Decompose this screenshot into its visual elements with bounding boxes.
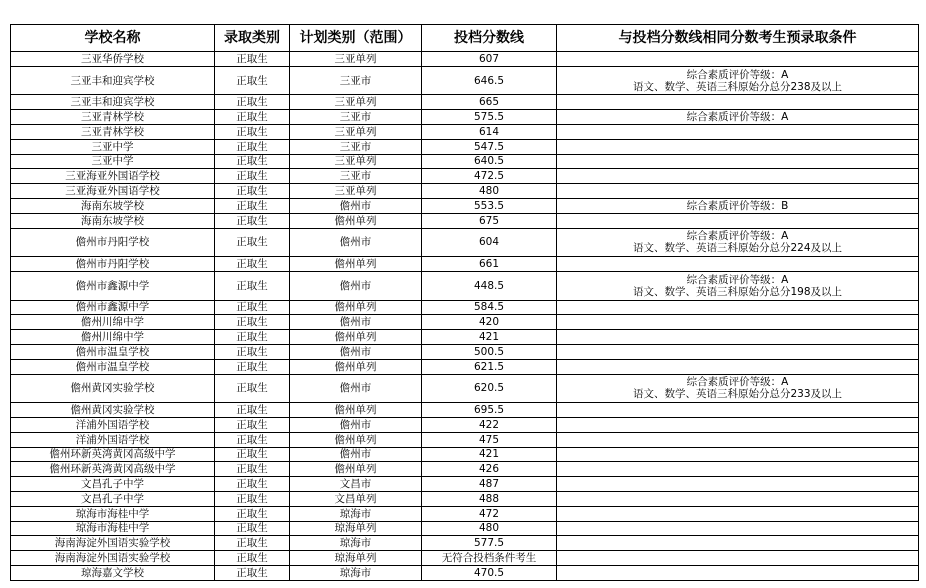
header-row	[11, 25, 919, 52]
cell-conditions	[557, 551, 919, 566]
table-body	[11, 52, 919, 581]
table-row	[11, 66, 919, 95]
cell-plan-category: 儋州市	[290, 374, 422, 403]
table-row	[11, 154, 919, 169]
cell-conditions	[557, 491, 919, 506]
cell-conditions	[557, 536, 919, 551]
cell-plan-category: 儋州单列	[290, 359, 422, 374]
cell-admission-category: 正取生	[215, 536, 290, 551]
cell-school-name: 儋州市丹阳学校	[11, 228, 215, 257]
cell-score-line: 480	[422, 184, 557, 199]
table-row	[11, 565, 919, 580]
cell-plan-category: 三亚单列	[290, 52, 422, 67]
cell-conditions	[557, 506, 919, 521]
cell-plan-category: 三亚单列	[290, 154, 422, 169]
header-conditions: 与投档分数线相同分数考生预录取条件	[557, 25, 919, 52]
cell-score-line: 604	[422, 228, 557, 257]
cell-score-line: 640.5	[422, 154, 557, 169]
cell-school-name: 儋州川绵中学	[11, 315, 215, 330]
condition-line: 语文、数学、英语三科原始分总分233及以上	[632, 388, 843, 401]
cell-conditions	[557, 447, 919, 462]
cell-conditions	[557, 169, 919, 184]
cell-admission-category: 正取生	[215, 184, 290, 199]
cell-school-name: 三亚海亚外国语学校	[11, 184, 215, 199]
cell-conditions	[557, 300, 919, 315]
cell-conditions	[557, 565, 919, 580]
cell-score-line: 575.5	[422, 110, 557, 125]
cell-admission-category: 正取生	[215, 228, 290, 257]
table-row	[11, 551, 919, 566]
cell-score-line: 695.5	[422, 403, 557, 418]
admission-score-table	[10, 24, 919, 581]
cell-admission-category: 正取生	[215, 198, 290, 213]
cell-plan-category: 儋州市	[290, 198, 422, 213]
cell-plan-category: 琼海市	[290, 536, 422, 551]
table-row	[11, 403, 919, 418]
table-row	[11, 330, 919, 345]
cell-plan-category: 琼海单列	[290, 521, 422, 536]
cell-score-line: 422	[422, 417, 557, 432]
cell-conditions	[557, 403, 919, 418]
cell-admission-category: 正取生	[215, 271, 290, 300]
cell-conditions	[557, 257, 919, 272]
cell-admission-category: 正取生	[215, 491, 290, 506]
cell-conditions	[557, 228, 919, 257]
cell-plan-category: 儋州单列	[290, 462, 422, 477]
cell-plan-category: 文昌单列	[290, 491, 422, 506]
cell-score-line: 421	[422, 330, 557, 345]
header-plan-category: 计划类别（范围）	[290, 25, 422, 52]
cell-score-line: 646.5	[422, 66, 557, 95]
condition-line: 综合素质评价等级：A	[686, 230, 789, 243]
table-row	[11, 271, 919, 300]
cell-plan-category: 琼海市	[290, 506, 422, 521]
cell-conditions	[557, 521, 919, 536]
cell-conditions	[557, 66, 919, 95]
condition-line: 综合素质评价等级：B	[686, 199, 789, 212]
cell-conditions	[557, 374, 919, 403]
cell-admission-category: 正取生	[215, 300, 290, 315]
cell-plan-category: 琼海单列	[290, 551, 422, 566]
table-row	[11, 95, 919, 110]
cell-conditions	[557, 330, 919, 345]
cell-plan-category: 儋州市	[290, 447, 422, 462]
cell-admission-category: 正取生	[215, 565, 290, 580]
cell-plan-category: 儋州市	[290, 228, 422, 257]
cell-conditions	[557, 315, 919, 330]
table-row	[11, 432, 919, 447]
cell-admission-category: 正取生	[215, 52, 290, 67]
cell-school-name: 文昌孔子中学	[11, 491, 215, 506]
condition-line: 语文、数学、英语三科原始分总分238及以上	[632, 80, 843, 93]
cell-score-line: 472.5	[422, 169, 557, 184]
header-school-name: 学校名称	[11, 25, 215, 52]
cell-plan-category: 三亚单列	[290, 95, 422, 110]
cell-school-name: 儋州黄冈实验学校	[11, 403, 215, 418]
table-row	[11, 521, 919, 536]
cell-admission-category: 正取生	[215, 374, 290, 403]
cell-conditions	[557, 95, 919, 110]
cell-admission-category: 正取生	[215, 66, 290, 95]
cell-score-line: 665	[422, 95, 557, 110]
cell-admission-category: 正取生	[215, 139, 290, 154]
cell-school-name: 琼海嘉文学校	[11, 565, 215, 580]
table-row	[11, 462, 919, 477]
cell-admission-category: 正取生	[215, 432, 290, 447]
cell-conditions	[557, 184, 919, 199]
cell-plan-category: 儋州市	[290, 315, 422, 330]
cell-plan-category: 儋州单列	[290, 300, 422, 315]
cell-score-line: 584.5	[422, 300, 557, 315]
cell-admission-category: 正取生	[215, 330, 290, 345]
cell-school-name: 海南海淀外国语实验学校	[11, 551, 215, 566]
cell-plan-category: 文昌市	[290, 477, 422, 492]
cell-admission-category: 正取生	[215, 447, 290, 462]
cell-conditions	[557, 417, 919, 432]
table-row	[11, 52, 919, 67]
cell-admission-category: 正取生	[215, 110, 290, 125]
table-row	[11, 417, 919, 432]
cell-conditions	[557, 213, 919, 228]
cell-school-name: 琼海市海桂中学	[11, 521, 215, 536]
table-row	[11, 257, 919, 272]
cell-plan-category: 三亚市	[290, 66, 422, 95]
table-row	[11, 169, 919, 184]
cell-score-line: 487	[422, 477, 557, 492]
cell-conditions	[557, 432, 919, 447]
table-row	[11, 213, 919, 228]
cell-admission-category: 正取生	[215, 154, 290, 169]
cell-plan-category: 儋州市	[290, 344, 422, 359]
cell-plan-category: 三亚市	[290, 110, 422, 125]
cell-plan-category: 三亚单列	[290, 184, 422, 199]
cell-admission-category: 正取生	[215, 477, 290, 492]
cell-school-name: 儋州市丹阳学校	[11, 257, 215, 272]
table-row	[11, 184, 919, 199]
cell-admission-category: 正取生	[215, 506, 290, 521]
table-row	[11, 359, 919, 374]
cell-score-line: 421	[422, 447, 557, 462]
cell-plan-category: 儋州单列	[290, 257, 422, 272]
cell-plan-category: 儋州市	[290, 271, 422, 300]
cell-score-line: 448.5	[422, 271, 557, 300]
table-row	[11, 139, 919, 154]
cell-conditions	[557, 139, 919, 154]
cell-score-line: 470.5	[422, 565, 557, 580]
cell-conditions	[557, 271, 919, 300]
cell-admission-category: 正取生	[215, 462, 290, 477]
cell-plan-category: 儋州单列	[290, 330, 422, 345]
cell-school-name: 海南东坡学校	[11, 213, 215, 228]
cell-plan-category: 三亚市	[290, 169, 422, 184]
cell-score-line: 553.5	[422, 198, 557, 213]
cell-school-name: 三亚海亚外国语学校	[11, 169, 215, 184]
cell-score-line: 426	[422, 462, 557, 477]
cell-conditions	[557, 110, 919, 125]
cell-school-name: 三亚华侨学校	[11, 52, 215, 67]
header-admission-category: 录取类别	[215, 25, 290, 52]
table-row	[11, 491, 919, 506]
cell-admission-category: 正取生	[215, 315, 290, 330]
cell-conditions	[557, 462, 919, 477]
table-row	[11, 447, 919, 462]
cell-admission-category: 正取生	[215, 359, 290, 374]
cell-score-line: 614	[422, 124, 557, 139]
table-row	[11, 198, 919, 213]
cell-conditions	[557, 154, 919, 169]
cell-school-name: 海南海淀外国语实验学校	[11, 536, 215, 551]
table-row	[11, 374, 919, 403]
cell-score-line: 620.5	[422, 374, 557, 403]
cell-school-name: 儋州市温皇学校	[11, 359, 215, 374]
cell-score-line: 547.5	[422, 139, 557, 154]
table-row	[11, 536, 919, 551]
cell-admission-category: 正取生	[215, 213, 290, 228]
cell-school-name: 琼海市海桂中学	[11, 506, 215, 521]
cell-plan-category: 儋州单列	[290, 403, 422, 418]
cell-plan-category: 儋州单列	[290, 213, 422, 228]
cell-score-line: 675	[422, 213, 557, 228]
cell-score-line: 475	[422, 432, 557, 447]
cell-school-name: 洋浦外国语学校	[11, 417, 215, 432]
cell-plan-category: 儋州市	[290, 417, 422, 432]
cell-school-name: 儋州黄冈实验学校	[11, 374, 215, 403]
table-row	[11, 228, 919, 257]
cell-school-name: 儋州市鑫源中学	[11, 300, 215, 315]
cell-school-name: 洋浦外国语学校	[11, 432, 215, 447]
cell-plan-category: 儋州单列	[290, 432, 422, 447]
cell-conditions	[557, 477, 919, 492]
cell-score-line: 无符合投档条件考生	[422, 551, 557, 566]
cell-school-name: 儋州环新英湾黄冈高级中学	[11, 447, 215, 462]
table-row	[11, 477, 919, 492]
cell-admission-category: 正取生	[215, 551, 290, 566]
cell-plan-category: 琼海市	[290, 565, 422, 580]
condition-line: 语文、数学、英语三科原始分总分198及以上	[632, 285, 843, 298]
cell-admission-category: 正取生	[215, 257, 290, 272]
cell-conditions	[557, 52, 919, 67]
table-row	[11, 344, 919, 359]
cell-score-line: 472	[422, 506, 557, 521]
cell-school-name: 三亚青林学校	[11, 124, 215, 139]
cell-conditions	[557, 124, 919, 139]
cell-school-name: 三亚青林学校	[11, 110, 215, 125]
cell-score-line: 607	[422, 52, 557, 67]
condition-line: 语文、数学、英语三科原始分总分224及以上	[632, 242, 843, 255]
cell-plan-category: 三亚单列	[290, 124, 422, 139]
cell-admission-category: 正取生	[215, 169, 290, 184]
cell-score-line: 661	[422, 257, 557, 272]
cell-conditions	[557, 198, 919, 213]
cell-admission-category: 正取生	[215, 417, 290, 432]
cell-conditions	[557, 344, 919, 359]
cell-school-name: 三亚中学	[11, 139, 215, 154]
cell-score-line: 621.5	[422, 359, 557, 374]
cell-score-line: 500.5	[422, 344, 557, 359]
table-row	[11, 315, 919, 330]
cell-conditions	[557, 359, 919, 374]
condition-line: 综合素质评价等级：A	[686, 68, 789, 81]
table-row	[11, 506, 919, 521]
cell-score-line: 577.5	[422, 536, 557, 551]
condition-line: 综合素质评价等级：A	[686, 111, 789, 124]
table-row	[11, 124, 919, 139]
cell-school-name: 儋州市温皇学校	[11, 344, 215, 359]
cell-score-line: 480	[422, 521, 557, 536]
condition-line: 综合素质评价等级：A	[686, 376, 789, 389]
cell-school-name: 海南东坡学校	[11, 198, 215, 213]
cell-score-line: 420	[422, 315, 557, 330]
cell-school-name: 三亚丰和迎宾学校	[11, 95, 215, 110]
cell-school-name: 文昌孔子中学	[11, 477, 215, 492]
cell-admission-category: 正取生	[215, 124, 290, 139]
table-row	[11, 300, 919, 315]
cell-score-line: 488	[422, 491, 557, 506]
cell-school-name: 三亚中学	[11, 154, 215, 169]
cell-school-name: 儋州川绵中学	[11, 330, 215, 345]
cell-admission-category: 正取生	[215, 95, 290, 110]
cell-admission-category: 正取生	[215, 403, 290, 418]
cell-admission-category: 正取生	[215, 521, 290, 536]
cell-plan-category: 三亚市	[290, 139, 422, 154]
cell-school-name: 三亚丰和迎宾学校	[11, 66, 215, 95]
condition-line: 综合素质评价等级：A	[686, 273, 789, 286]
cell-admission-category: 正取生	[215, 344, 290, 359]
cell-school-name: 儋州环新英湾黄冈高级中学	[11, 462, 215, 477]
table-row	[11, 110, 919, 125]
header-score-line: 投档分数线	[422, 25, 557, 52]
cell-school-name: 儋州市鑫源中学	[11, 271, 215, 300]
